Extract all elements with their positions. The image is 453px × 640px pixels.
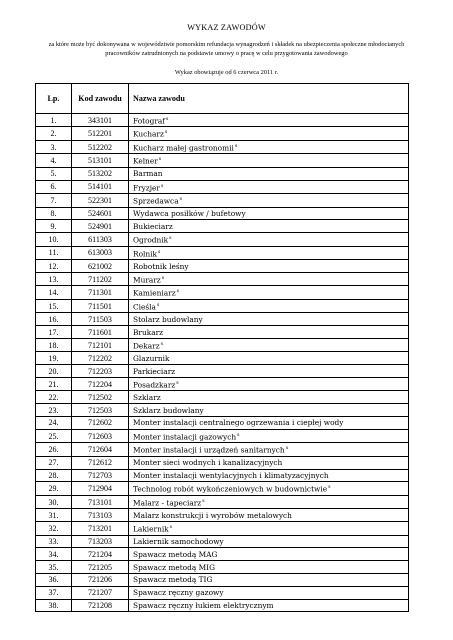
profession-name-cell [129, 207, 409, 220]
profession-code: 343101 [72, 114, 129, 127]
profession-name: Monter instalacji wentylacyjnych i klimatyzacyjnych [133, 470, 329, 480]
table-row [36, 207, 409, 220]
table-row [36, 260, 409, 273]
profession-name: Ogrodnik [133, 235, 169, 245]
header-lp: Lp. [36, 84, 72, 114]
table-row [36, 522, 409, 535]
profession-name: Stolarz budowlany [133, 314, 203, 324]
row-number: 33. [36, 535, 72, 548]
profession-code: 721206 [72, 573, 129, 586]
profession-code: 712503 [72, 404, 129, 417]
profession-name: Malarz konstrukcji i wyrobów metalowych [133, 510, 292, 520]
profession-code: 721205 [72, 561, 129, 574]
row-number: 7. [36, 194, 72, 207]
profession-code: 712101 [72, 338, 129, 351]
profession-name-cell [129, 417, 409, 430]
row-number: 3. [36, 140, 72, 153]
table-row [36, 326, 409, 339]
profession-name: Fryzjer [133, 183, 160, 193]
row-number: 16. [36, 313, 72, 326]
footnote-marker: s [237, 432, 240, 438]
profession-name-cell [129, 429, 409, 442]
row-number: 15. [36, 299, 72, 312]
row-number: 35. [36, 561, 72, 574]
profession-name: Lakiernik [133, 524, 169, 534]
footnote-marker: s [176, 381, 179, 386]
profession-name-cell [129, 338, 409, 351]
professions-table [35, 83, 409, 612]
profession-name-cell [129, 573, 409, 586]
row-number: 24. [36, 417, 72, 430]
table-row [36, 194, 409, 207]
row-number: 29. [36, 482, 72, 495]
table-row [36, 443, 409, 456]
footnote-marker: s [202, 498, 205, 504]
table-row [36, 272, 409, 285]
table-header-row [36, 84, 409, 114]
footnote-marker: s [156, 302, 160, 308]
profession-name: Brukarz [133, 327, 164, 337]
footnote-marker: s [176, 289, 179, 295]
profession-name-cell [129, 522, 409, 535]
profession-name-cell [129, 482, 409, 495]
footnote-marker: s [169, 525, 173, 531]
table-row [36, 391, 409, 404]
footnote-marker: s [169, 236, 172, 242]
profession-name-cell [129, 233, 409, 246]
profession-code: 621002 [72, 260, 129, 273]
profession-name-cell [129, 378, 409, 391]
table-row [36, 154, 409, 167]
table-row [36, 338, 409, 351]
row-number: 12. [36, 260, 72, 273]
profession-name: Bukieciarz [133, 221, 173, 231]
profession-code: 713203 [72, 535, 129, 548]
table-row [36, 599, 409, 612]
row-number: 8. [36, 207, 72, 220]
profession-name-cell [129, 194, 409, 207]
row-number: 21. [36, 378, 72, 391]
table-row [36, 509, 409, 522]
profession-code: 524601 [72, 207, 129, 220]
document-title: WYKAZ ZAWODÓW [187, 23, 266, 32]
footnote-marker: s [164, 130, 168, 136]
profession-name: Lakiernik samochodowy [133, 536, 224, 546]
profession-name-cell [129, 180, 409, 193]
profession-code: 611303 [72, 233, 129, 246]
footnote-marker: s [160, 341, 163, 347]
table-row [36, 469, 409, 482]
footnote-marker: s [158, 157, 162, 163]
profession-code: 712203 [72, 365, 129, 378]
profession-name: Monter sieci wodnych i kanalizacyjnych [133, 458, 283, 468]
profession-name: Spawacz ręczny gazowy [133, 588, 224, 598]
profession-name-cell [129, 352, 409, 365]
row-number: 32. [36, 522, 72, 535]
table-row [36, 548, 409, 561]
profession-name: Barman [133, 169, 163, 179]
profession-name-cell [129, 127, 409, 140]
profession-name-cell [129, 443, 409, 456]
table-row [36, 167, 409, 180]
profession-name: Spawacz metodą TIG [133, 575, 213, 585]
table-row [36, 561, 409, 574]
row-number: 38. [36, 599, 72, 612]
profession-code: 712612 [72, 456, 129, 469]
profession-name: Kucharz [133, 129, 164, 139]
profession-name: Dekarz [133, 341, 160, 351]
profession-name-cell [129, 260, 409, 273]
profession-code: 512202 [72, 140, 129, 153]
profession-name: Monter instalacji i urządzeń sanitarnych [133, 445, 285, 455]
row-number: 25. [36, 429, 72, 442]
profession-code: 713101 [72, 495, 129, 508]
table-row [36, 378, 409, 391]
row-number: 18. [36, 338, 72, 351]
profession-code: 513101 [72, 154, 129, 167]
profession-name-cell [129, 246, 409, 259]
table-row [36, 429, 409, 442]
profession-name-cell [129, 140, 409, 153]
profession-name: Spawacz metodą MAG [133, 549, 218, 559]
row-number: 30. [36, 495, 72, 508]
header-name: Nazwa zawodu [129, 84, 409, 114]
table-row [36, 286, 409, 299]
profession-code: 711202 [72, 272, 129, 285]
profession-name: Szklarz budowlany [133, 405, 204, 415]
profession-name-cell [129, 548, 409, 561]
profession-code: 613003 [72, 246, 129, 259]
profession-code: 712204 [72, 378, 129, 391]
profession-code: 711301 [72, 286, 129, 299]
profession-name: Szklarz [133, 392, 161, 402]
profession-code: 721204 [72, 548, 129, 561]
profession-name: Wydawca posiłków / bufetowy [133, 209, 246, 218]
profession-name-cell [129, 365, 409, 378]
footnote-marker: s [160, 183, 164, 189]
footnote-marker: s [234, 143, 238, 149]
header-code: Kod zawodu [72, 84, 129, 114]
profession-code: 512201 [72, 127, 129, 140]
profession-name: Technolog robót wykończeniowych w budownictwie [133, 484, 328, 494]
profession-code: 711501 [72, 299, 129, 312]
footnote-marker: s [157, 249, 161, 255]
row-number: 28. [36, 469, 72, 482]
table-row [36, 417, 409, 430]
profession-code: 713103 [72, 509, 129, 522]
table-row [36, 313, 409, 326]
profession-name-cell [129, 313, 409, 326]
profession-name-cell [129, 535, 409, 548]
row-number: 10. [36, 233, 72, 246]
profession-name-cell [129, 509, 409, 522]
profession-name-cell [129, 272, 409, 285]
profession-name: Glazurnik [133, 353, 170, 363]
profession-name-cell [129, 599, 409, 612]
table-row [36, 573, 409, 586]
profession-name: Robotnik leśny [133, 261, 189, 271]
profession-name: Posadzkarz [133, 380, 176, 390]
profession-name-cell [129, 495, 409, 508]
row-number: 37. [36, 586, 72, 599]
profession-name-cell [129, 326, 409, 339]
table-row [36, 456, 409, 469]
profession-name-cell [129, 299, 409, 312]
row-number: 14. [36, 286, 72, 299]
profession-name-cell [129, 456, 409, 469]
profession-name: Sprzedawca [133, 196, 179, 206]
table-row [36, 140, 409, 153]
profession-name: Malarz - tapeciarz [133, 498, 202, 508]
row-number: 31. [36, 509, 72, 522]
profession-code: 712604 [72, 443, 129, 456]
row-number: 19. [36, 352, 72, 365]
table-row [36, 180, 409, 193]
table-row [36, 220, 409, 233]
row-number: 22. [36, 391, 72, 404]
profession-code: 524901 [72, 220, 129, 233]
row-number: 13. [36, 272, 72, 285]
row-number: 23. [36, 404, 72, 417]
profession-code: 721207 [72, 586, 129, 599]
profession-name: Monter instalacji centralnego ogrzewania i ciepłej wody [133, 418, 344, 428]
footnote-marker: s [166, 117, 169, 122]
profession-name-cell [129, 167, 409, 180]
profession-code: 513202 [72, 167, 129, 180]
profession-name-cell [129, 404, 409, 417]
profession-name-cell [129, 220, 409, 233]
profession-code: 712502 [72, 391, 129, 404]
row-number: 20. [36, 365, 72, 378]
table-row [36, 365, 409, 378]
footnote-marker: s [161, 275, 165, 281]
table-row [36, 482, 409, 495]
table-body [36, 114, 409, 612]
profession-name: Spawacz ręczny łukiem elektrycznym [133, 600, 274, 610]
profession-name: Cieśla [133, 302, 156, 312]
profession-name: Kucharz małej gastronomii [133, 143, 234, 153]
table-row [36, 246, 409, 259]
profession-name-cell [129, 391, 409, 404]
profession-name: Kelner [133, 156, 158, 166]
row-number: 9. [36, 220, 72, 233]
table-row [36, 495, 409, 508]
footnote-marker: s [285, 446, 289, 452]
profession-name: Rolnik [133, 249, 157, 259]
footnote-marker: s [179, 197, 182, 203]
document-subtitle: za które może być dokonywana w województwie pomorskim refundacja wynagrodzeń i składek na ubezpieczenia społeczne młodocianych pracowników zatrudnionych na podstawie umowy o pracę w celu przygotowania zawodowego [48, 41, 405, 57]
profession-code: 712602 [72, 417, 129, 430]
table-row [36, 352, 409, 365]
row-number: 4. [36, 154, 72, 167]
table-row [36, 535, 409, 548]
row-number: 27. [36, 456, 72, 469]
profession-name: Parkieciarz [133, 366, 176, 376]
row-number: 36. [36, 573, 72, 586]
profession-code: 514101 [72, 180, 129, 193]
table-row [36, 299, 409, 312]
profession-name-cell [129, 286, 409, 299]
row-number: 1. [36, 114, 72, 127]
profession-code: 522301 [72, 194, 129, 207]
profession-code: 712603 [72, 429, 129, 442]
profession-name: Monter instalacji gazowych [133, 432, 237, 442]
profession-code: 721208 [72, 599, 129, 612]
row-number: 6. [36, 180, 72, 193]
row-number: 34. [36, 548, 72, 561]
row-number: 11. [36, 246, 72, 259]
profession-name-cell [129, 154, 409, 167]
footnote-marker: s [328, 485, 331, 491]
row-number: 2. [36, 127, 72, 140]
row-number: 5. [36, 167, 72, 180]
table-row [36, 233, 409, 246]
table-row [36, 127, 409, 140]
profession-code: 712703 [72, 469, 129, 482]
profession-name: Kamieniarz [133, 288, 176, 298]
profession-code: 712904 [72, 482, 129, 495]
effective-date: Wykaz obowiązuje od 6 czerwca 2011 r. [174, 69, 279, 76]
table-row [36, 114, 409, 127]
profession-code: 712202 [72, 352, 129, 365]
row-number: 17. [36, 326, 72, 339]
profession-name-cell [129, 561, 409, 574]
table-row [36, 586, 409, 599]
profession-name-cell [129, 469, 409, 482]
profession-code: 713201 [72, 522, 129, 535]
profession-name: Fotograf [133, 116, 165, 126]
profession-name: Spawacz metodą MIG [133, 562, 215, 572]
table-row [36, 404, 409, 417]
profession-code: 711503 [72, 313, 129, 326]
profession-name-cell [129, 586, 409, 599]
profession-name-cell [129, 114, 409, 127]
row-number: 26. [36, 443, 72, 456]
profession-name: Murarz [133, 275, 161, 285]
profession-code: 711601 [72, 326, 129, 339]
